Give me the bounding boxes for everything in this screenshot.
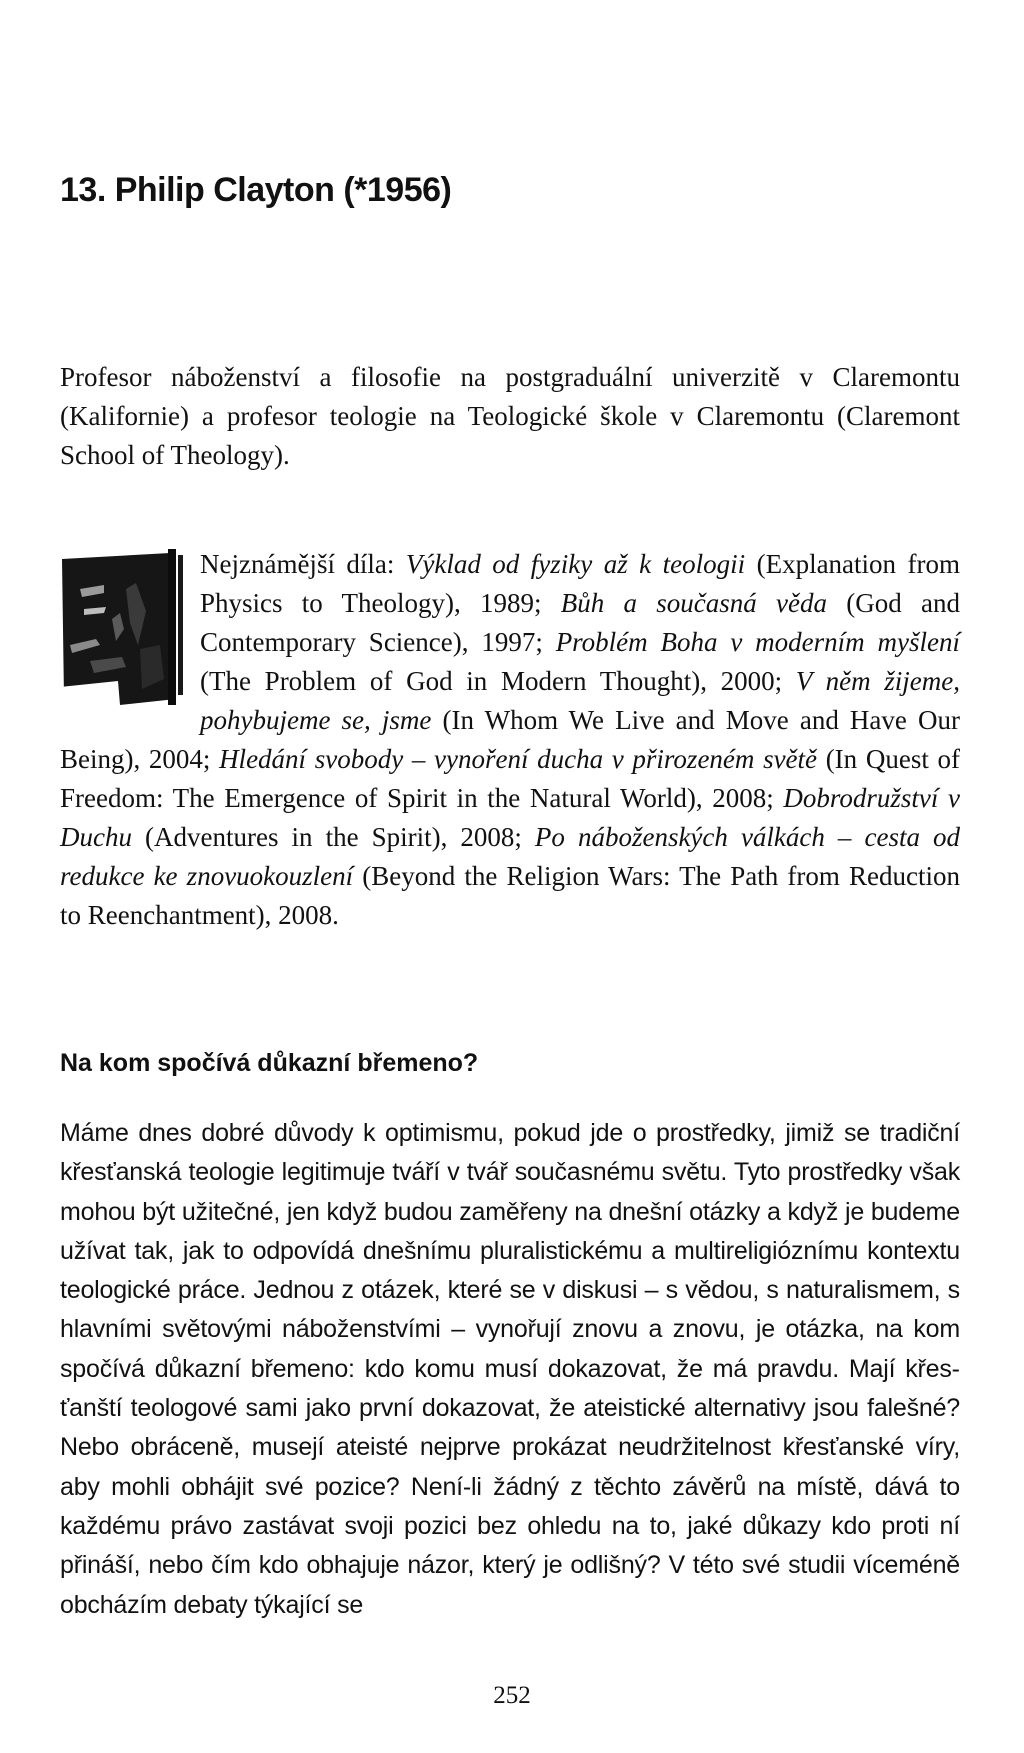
work-title: Problém Boha v moderním myšlení bbox=[555, 627, 960, 657]
section-body: Máme dnes dobré důvody k optimismu, pokud jde o prostředky, jimiž se tradiční křesťanská teologie legitimuje tváří v tvář současnému světu. Tyto prostředky však mohou být užitečné, jen když budou zaměřeny na dnešní otázky a když je budeme užívat tak, jak to odpovídá dnešnímu pluralistickému a multireligióznímu kontextu teologické práce. Jednou z otázek, které se v diskusi – s vědou, s naturalismem, s hlavními světovými náboženstvími – vynořují znovu a znovu, je otázka, na kom spočívá důkazní břemeno: kdo komu musí dokazovat, že má pravdu. Mají křesťanští teologové sami jako první dokazovat, že ateistické alternativy jsou falešné? Nebo obráceně, musejí ateisté nejprve prokázat neudržitelnost křesťanské víry, aby mohli obhájit své pozice? Není-li žádný z těchto závěrů na místě, dává to každému právo zastávat svoji pozici bez ohledu na to, jaké důkazy kdo proti ní přináší, nebo čím kdo obhajuje názor, který je odlišný? V této své studii víceméně obcházím debaty týkající se bbox=[60, 1119, 960, 1619]
author-intro: Profesor náboženství a filosofie na postgraduální univerzitě v Claremontu (Kalifornie) a profesor teologie na Teologické škole v Claremontu (Claremont School of Theology). bbox=[60, 362, 960, 470]
work-details: (Adventures in the Spirit), 2008; bbox=[131, 822, 535, 852]
work-details: (Explanation from Physics to Theology), 1989; bbox=[200, 549, 960, 618]
work-details: (In Whom We Live and Move and Have Our Being), 2004; bbox=[60, 705, 960, 774]
work-details: (In Quest of Freedom: The Emergence of Spirit in the Natural World), 2008; bbox=[60, 744, 960, 813]
work-title: Výklad od fyziky až k teologii bbox=[405, 549, 746, 579]
notable-works bbox=[60, 545, 960, 935]
work-title: Po náboženských válkách – cesta od redukce ke znovuokouzlení bbox=[60, 822, 960, 891]
chapter-title: 13. Philip Clayton (*1956) bbox=[60, 171, 452, 209]
work-title: Dobrodružství v Duchu bbox=[60, 783, 960, 852]
work-details: (Beyond the Religion Wars: The Path from Reduction to Reenchantment), 2008. bbox=[60, 861, 960, 930]
work-title: Hledání svobody – vynoření ducha v přirozeném světě bbox=[219, 744, 818, 774]
works-label: Nejznámější díla: bbox=[200, 549, 406, 579]
work-details: (The Problem of God in Modern Thought), 2000; bbox=[200, 666, 796, 696]
work-title: V něm žijeme, pohybujeme se, jsme bbox=[200, 666, 961, 735]
author-portrait bbox=[60, 549, 186, 705]
work-details: (God and Contemporary Science), 1997; bbox=[200, 588, 960, 657]
section-heading: Na kom spočívá důkazní břemeno? bbox=[60, 1049, 479, 1077]
work-title: Bůh a současná věda bbox=[560, 588, 827, 618]
page-number: 252 bbox=[493, 1682, 531, 1709]
